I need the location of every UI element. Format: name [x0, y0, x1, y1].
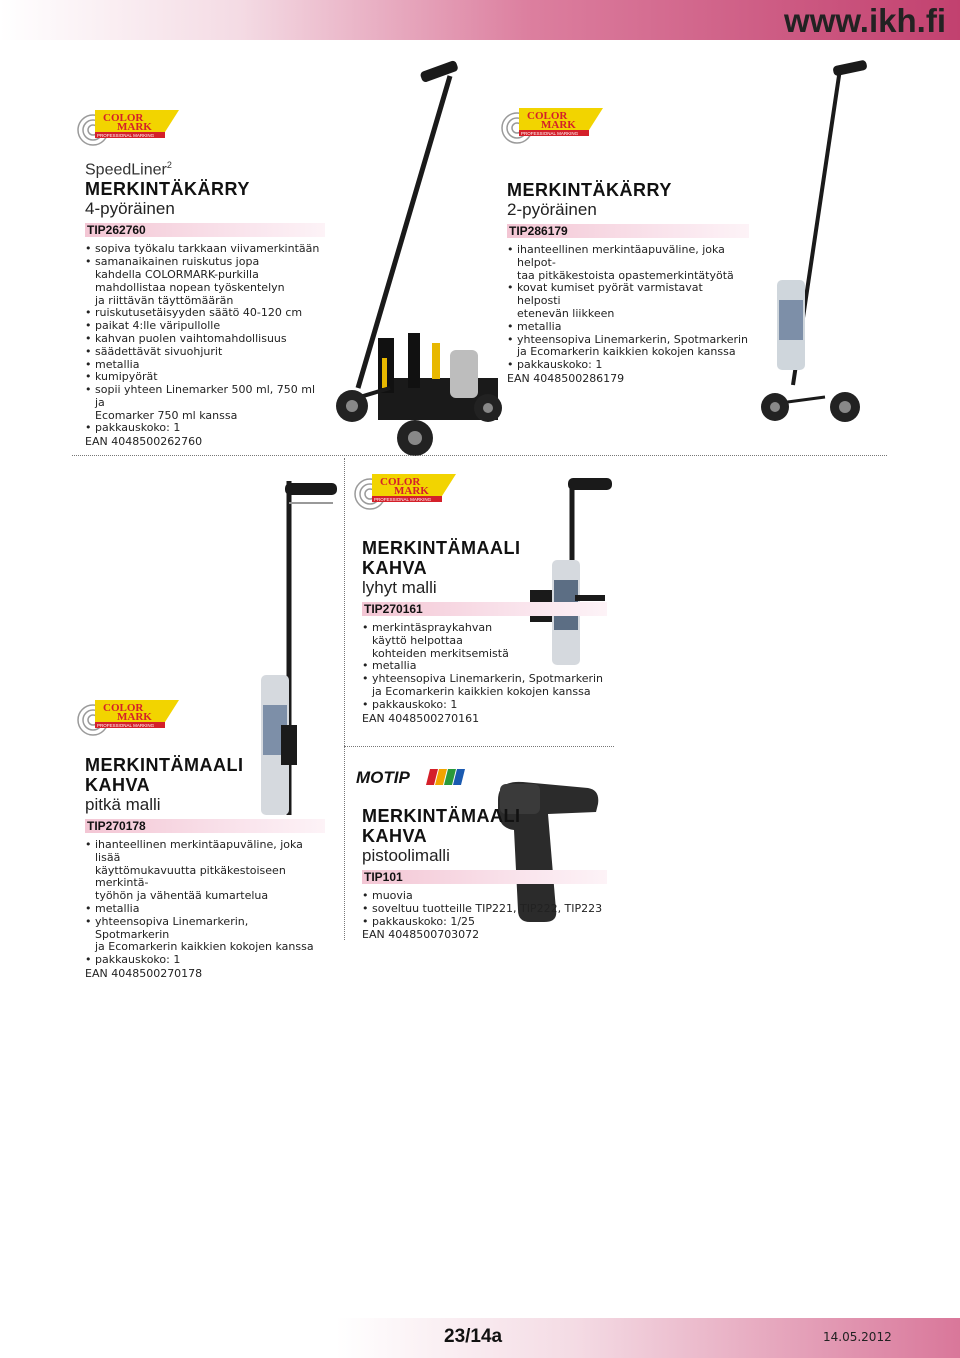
ean-code: EAN 4048500286179 [507, 371, 625, 385]
feature-list [362, 622, 607, 712]
product-handle-long [85, 755, 325, 981]
feature-item: • yhteensopiva Linemarkerin, Spotmarkerin [362, 673, 607, 686]
feature-item: kohteiden merkitsemistä [372, 646, 509, 660]
site-url[interactable]: www.ikh.fi [784, 2, 946, 39]
feature-item: • metallia [85, 903, 325, 916]
motip-logo [356, 767, 466, 787]
product-variant: pitkä malli [85, 795, 161, 814]
product-handle-short [362, 538, 607, 726]
product-subtitle: SpeedLiner$^2$ [85, 160, 172, 179]
feature-item: taa pitkäkestoista opastemerkintätyötä [517, 268, 734, 282]
svg-text:MARK: MARK [541, 119, 576, 131]
print-date: 14.05.2012 [823, 1330, 892, 1344]
feature-item: • sopiva työkalu tarkkaan viivamerkintään [85, 243, 325, 256]
feature-item: ja Ecomarkerin kaikkien kokojen kanssa [372, 684, 591, 698]
product-code: TIP262760 [85, 223, 325, 237]
feature-item: • metallia [85, 359, 325, 372]
feature-item: • yhteensopiva Linemarkerin, Spotmarkerin [85, 916, 325, 942]
feature-item: • ruiskutusetäisyyden säätö 40-120 cm [85, 307, 325, 320]
feature-item: • ihanteellinen merkintäapuväline, joka lisää [85, 839, 325, 865]
feature-list [362, 890, 607, 928]
product-title-line2: KAHVA [362, 826, 428, 846]
feature-list [85, 839, 325, 967]
feature-item: • metallia [507, 321, 749, 334]
separator [72, 455, 887, 456]
feature-item: etenevän liikkeen [517, 306, 615, 320]
svg-text:COLOR: COLOR [527, 110, 568, 122]
product-title: MERKINTÄKÄRRY [85, 179, 250, 200]
feature-item: kahdella COLORMARK-purkilla [95, 267, 259, 281]
svg-text:MARK: MARK [117, 121, 152, 133]
feature-item: • kumipyörät [85, 371, 325, 384]
svg-text:MOTIP: MOTIP [356, 768, 410, 787]
product-variant: pistoolimalli [362, 846, 450, 865]
cart-4-wheel-image [300, 58, 515, 458]
feature-item: • pakkauskoko: 1 [85, 422, 325, 435]
product-title: MERKINTÄKÄRRY [507, 180, 672, 200]
product-cart-2-wheel [507, 180, 749, 386]
product-variant: 2-pyöräinen [507, 200, 597, 219]
product-code: TIP270178 [85, 819, 325, 833]
feature-item: • sopii yhteen Linemarker 500 ml, 750 ml ja [85, 384, 325, 410]
feature-item: mahdollistaa nopean työskentelyn [95, 280, 285, 294]
feature-item: • samanaikainen ruiskutus jopa [85, 256, 325, 269]
product-variant: 4-pyöräinen [85, 199, 175, 219]
feature-item: työhön ja vähentää kumartelua [95, 889, 269, 903]
feature-item: ja Ecomarkerin kaikkien kokojen kanssa [95, 940, 314, 954]
feature-item: • paikat 4:lle väripullolle [85, 320, 325, 333]
svg-text:COLOR: COLOR [380, 476, 421, 488]
product-title-line2: KAHVA [85, 775, 151, 795]
feature-item: • pakkauskoko: 1 [507, 359, 749, 372]
product-code: TIP101 [362, 870, 607, 884]
feature-item: • merkintäspraykahvan [362, 622, 607, 635]
feature-item: • muovia [362, 890, 607, 903]
feature-list [507, 244, 749, 372]
feature-item: • kovat kumiset pyörät varmistavat helposti [507, 282, 749, 308]
separator [344, 458, 345, 940]
svg-text:PROFESSIONAL MARKING: PROFESSIONAL MARKING [521, 131, 579, 136]
feature-item: • säädettävät sivuohjurit [85, 346, 325, 359]
svg-text:MARK: MARK [117, 711, 152, 723]
svg-text:COLOR: COLOR [103, 112, 144, 124]
cart-2-wheel-image [755, 55, 875, 435]
product-title: MERKINTÄMAALI [85, 755, 244, 775]
feature-item: • pakkauskoko: 1/25 [362, 916, 607, 929]
product-code: TIP270161 [362, 602, 607, 616]
feature-item: • soveltuu tuotteille TIP221, TIP222, TIP223 [362, 903, 607, 916]
colormark-logo-icon [73, 108, 185, 150]
feature-item: • metallia [362, 660, 607, 673]
product-title: MERKINTÄMAALI [362, 538, 521, 558]
ean-code: EAN 4048500270178 [85, 966, 203, 980]
svg-text:PROFESSIONAL MARKING: PROFESSIONAL MARKING [97, 133, 155, 138]
svg-text:PROFESSIONAL MARKING: PROFESSIONAL MARKING [97, 723, 155, 728]
ean-code: EAN 4048500270161 [362, 711, 480, 725]
feature-item: • pakkauskoko: 1 [362, 699, 607, 712]
colormark-logo [350, 472, 462, 514]
feature-item: käyttö helpottaa [372, 633, 463, 647]
feature-item: ja Ecomarkerin kaikkien kokojen kanssa [517, 345, 736, 359]
product-code: TIP286179 [507, 224, 749, 238]
product-handle-pistol [362, 806, 607, 942]
feature-item: käyttömukavuutta pitkäkestoiseen merkintä- [95, 863, 286, 890]
product-variant: lyhyt malli [362, 578, 437, 597]
svg-text:MARK: MARK [394, 485, 429, 497]
feature-item: ja riittävän täyttömäärän [95, 293, 234, 307]
product-title: MERKINTÄMAALI [362, 806, 521, 826]
ean-code: EAN 4048500262760 [85, 435, 203, 449]
colormark-logo [73, 698, 185, 740]
page-number: 23/14a [444, 1326, 503, 1347]
feature-item: Ecomarker 750 ml kanssa [95, 408, 238, 422]
feature-item: • yhteensopiva Linemarkerin, Spotmarkerin [507, 334, 749, 347]
colormark-logo [73, 108, 185, 150]
feature-item: • ihanteellinen merkintäapuväline, joka helpot- [507, 244, 749, 270]
product-speedliner-4-wheel [85, 160, 325, 449]
feature-item: • pakkauskoko: 1 [85, 954, 325, 967]
ean-code: EAN 4048500703072 [362, 928, 480, 942]
svg-text:PROFESSIONAL MARKING: PROFESSIONAL MARKING [374, 497, 432, 502]
separator [344, 746, 614, 747]
feature-item: • kahvan puolen vaihtomahdollisuus [85, 333, 325, 346]
feature-list [85, 243, 325, 435]
svg-text:COLOR: COLOR [103, 702, 144, 714]
product-title-line2: KAHVA [362, 558, 428, 578]
